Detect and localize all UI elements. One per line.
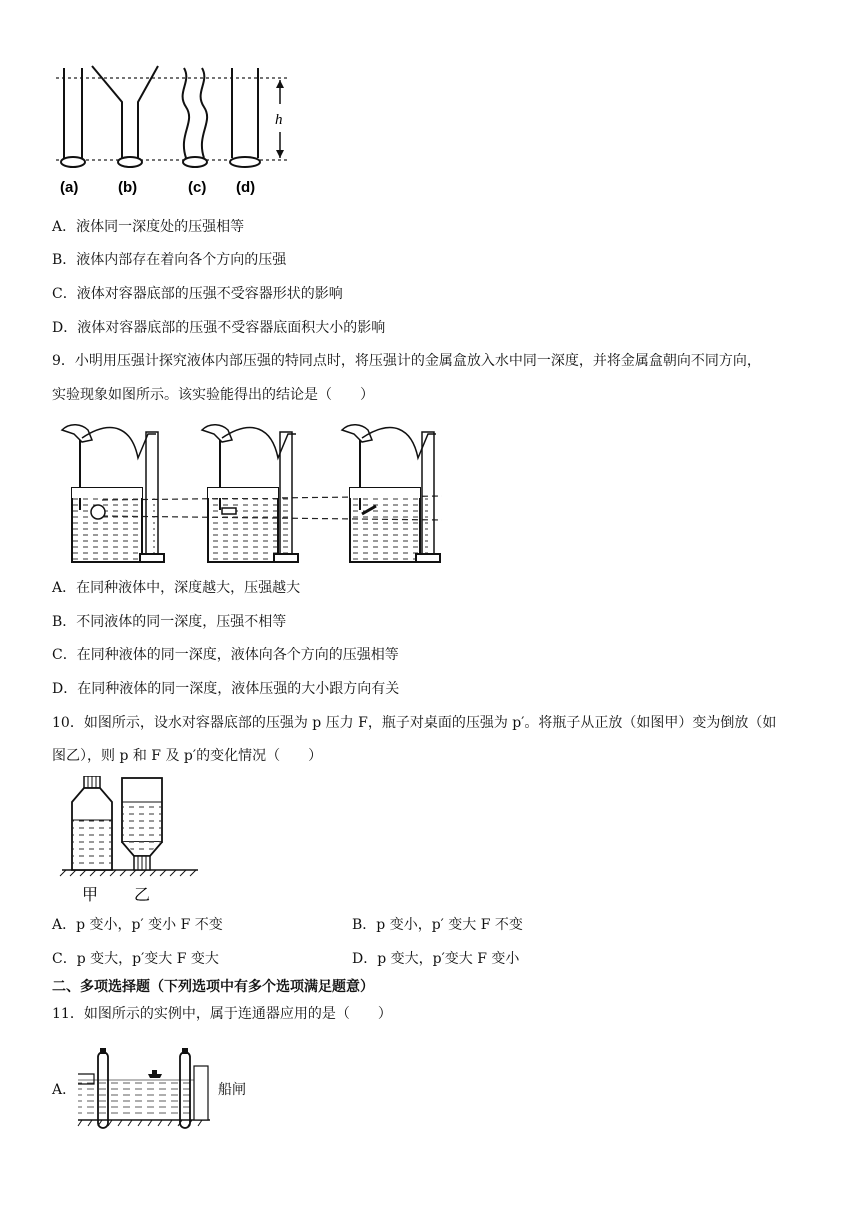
q8-option-b: B．液体内部存在着向各个方向的压强 xyxy=(52,252,287,268)
figure-q11-ship-lock xyxy=(74,1044,214,1136)
q9-stem-line2: 实验现象如图所示。该实验能得出的结论是（ ） xyxy=(52,387,374,403)
q10-option-d: D．p 变大，p′变大 F 变小 xyxy=(352,951,520,967)
figure-q10-bottles xyxy=(58,776,208,906)
q9-option-c: C．在同种液体的同一深度，液体向各个方向的压强相等 xyxy=(52,647,399,663)
q10-option-a: A．p 变小，p′ 变小 F 不变 xyxy=(52,917,223,933)
q10-stem-line2: 图乙），则 p 和 F 及 p′的变化情况（ ） xyxy=(52,748,323,764)
q11-stem: 11．如图所示的实例中，属于连通器应用的是（ ） xyxy=(52,1006,392,1022)
q9-option-b: B．不同液体的同一深度，压强不相等 xyxy=(52,614,287,630)
tube-label-a: (a) xyxy=(60,179,79,196)
q8-option-d: D．液体对容器底部的压强不受容器底面积大小的影响 xyxy=(52,320,386,336)
q10-option-c: C．p 变大，p′变大 F 变大 xyxy=(52,951,219,967)
figure-q9-pressure-gauges xyxy=(52,418,452,568)
q9-stem-line1: 9．小明用压强计探究液体内部压强的特同点时，将压强计的金属盒放入水中同一深度，并将金属盒朝向不同方向， xyxy=(52,353,761,369)
tube-label-b: (b) xyxy=(118,179,138,196)
q9-option-d: D．在同种液体的同一深度，液体压强的大小跟方向有关 xyxy=(52,681,400,697)
q8-option-a: A．液体同一深度处的压强相等 xyxy=(52,219,245,235)
q10-stem-line1: 10．如图所示，设水对容器底部的压强为 p 压力 F，瓶子对桌面的压强为 p′。将瓶子从正放（如图甲）变为倒放（如 xyxy=(52,715,777,731)
q9-option-a: A．在同种液体中，深度越大，压强越大 xyxy=(52,580,301,596)
q11-option-a-caption: 船闸 xyxy=(218,1082,246,1098)
q10-option-b: B．p 变小，p′ 变大 F 不变 xyxy=(352,917,523,933)
q11-option-a-prefix: A． xyxy=(52,1082,77,1098)
tube-label-c: (c) xyxy=(188,179,207,196)
h-label: h xyxy=(275,112,283,128)
bottle-label-jia: 甲 xyxy=(82,885,99,904)
tube-label-d: (d) xyxy=(236,179,256,196)
figure-q8-tubes xyxy=(52,62,302,202)
bottle-label-yi: 乙 xyxy=(134,885,151,904)
section-2-title: 二、多项选择题（下列选项中有多个选项满足题意） xyxy=(52,979,374,995)
q8-option-c: C．液体对容器底部的压强不受容器形状的影响 xyxy=(52,286,343,302)
